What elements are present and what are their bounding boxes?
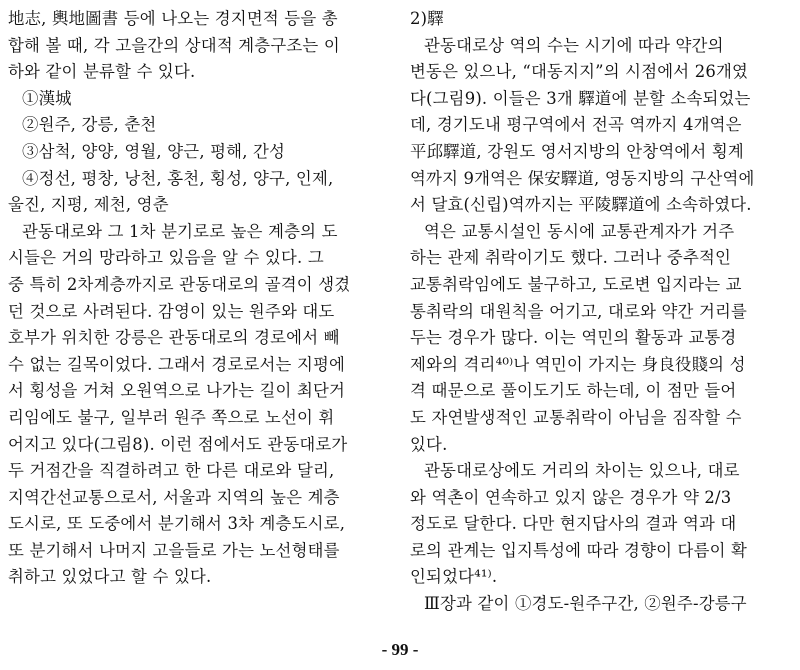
text-line: 하와 같이 분류할 수 있다. bbox=[8, 62, 196, 82]
text-line: 통취락의 대원칙을 어기고, 대로와 약간 거리를 bbox=[410, 301, 748, 321]
text-line: 地志, 輿地圖書 등에 나오는 경지면적 등을 총 bbox=[8, 9, 338, 28]
text-line: 변동은 있으나, “대동지지”의 시점에서 26개였 bbox=[410, 62, 749, 82]
text-line: 호부가 위치한 강릉은 관동대로의 경로에서 빼 bbox=[8, 328, 340, 348]
right-column bbox=[410, 6, 788, 618]
text-line: 두 거점간을 직결하려고 한 다른 대로와 달리, bbox=[8, 461, 335, 481]
text-line: 취하고 있었다고 할 수 있다. bbox=[8, 567, 212, 587]
list-item: ②원주, 강릉, 춘천 bbox=[22, 115, 157, 135]
section-heading: 2)驛 bbox=[410, 9, 444, 28]
page-number: - 99 - bbox=[381, 640, 419, 659]
text-line: 서 횡성을 거쳐 오원역으로 나가는 길이 최단거 bbox=[8, 381, 346, 401]
list-item: ③삼척, 양양, 영월, 양근, 평해, 간성 bbox=[22, 141, 286, 161]
text-line: 중 특히 2차계층까지로 관동대로의 골격이 생겼 bbox=[8, 274, 351, 294]
text-line: 도시로, 또 도중에서 분기해서 3차 계층도시로, bbox=[8, 514, 346, 534]
text-line: 하는 관제 취락이기도 했다. 그러나 중추적인 bbox=[410, 248, 732, 268]
text-line: 데, 경기도내 평구역에서 전곡 역까지 4개역은 bbox=[410, 115, 742, 135]
text-line: 와 역촌이 연속하고 있지 않은 경우가 약 2/3 bbox=[410, 487, 732, 507]
text-line: 수 없는 길목이었다. 그래서 경로로서는 지평에 bbox=[8, 354, 346, 374]
text-line: 격 때문으로 풀이도기도 하는데, 이 점만 들어 bbox=[410, 381, 737, 401]
text-line: 시들은 거의 망라하고 있음을 알 수 있다. 그 bbox=[8, 248, 324, 268]
paragraph-start: 관동대로상 역의 수는 시기에 따라 약간의 bbox=[424, 35, 724, 55]
paragraph-start: 관동대로상에도 거리의 차이는 있으나, 대로 bbox=[424, 461, 740, 481]
text-line: 합해 볼 때, 각 고을간의 상대적 계층구조는 이 bbox=[8, 35, 340, 55]
text-line: 리임에도 불구, 일부러 원주 쪽으로 노선이 휘 bbox=[8, 407, 335, 427]
left-column bbox=[8, 6, 386, 591]
text-line: 있다. bbox=[410, 434, 448, 454]
text-line: 역까지 9개역은 保安驛道, 영동지방의 구산역에 bbox=[410, 168, 755, 188]
text-line: 교통취락임에도 불구하고, 도로변 입지라는 교 bbox=[410, 274, 742, 294]
list-item: ④정선, 평창, 낭천, 홍천, 횡성, 양구, 인제, bbox=[22, 168, 334, 188]
text-line: 平邱驛道, 강원도 영서지방의 안창역에서 횡계 bbox=[410, 141, 744, 161]
text-line: 어지고 있다(그림8). 이런 점에서도 관동대로가 bbox=[8, 434, 348, 454]
text-line: 두는 경우가 많다. 이는 역민의 활동과 교통경 bbox=[410, 328, 737, 348]
text-line: 또 분기해서 나머지 고을들로 가는 노선형태를 bbox=[8, 540, 340, 560]
text-line: 다(그림9). 이들은 3개 驛道에 분할 소속되었는 bbox=[410, 88, 751, 108]
text-line: 던 것으로 사려된다. 감영이 있는 원주와 대도 bbox=[8, 301, 335, 321]
text-line: 도 자연발생적인 교통취락이 아님을 짐작할 수 bbox=[410, 407, 742, 427]
text-line: 로의 관계는 입지특성에 따라 경향이 다름이 확 bbox=[410, 540, 748, 560]
text-line: 울진, 지평, 제천, 영춘 bbox=[8, 195, 169, 215]
text-line: 제와의 격리⁴⁰⁾나 역민이 가지는 身良役賤의 성 bbox=[410, 354, 746, 374]
text-line: 인되었다⁴¹⁾. bbox=[410, 567, 498, 587]
text-line: 정도로 달한다. 다만 현지답사의 결과 역과 대 bbox=[410, 514, 737, 534]
list-item: ①漢城 bbox=[22, 88, 72, 108]
paragraph-start: Ⅲ장과 같이 ①경도-원주구간, ②원주-강릉구 bbox=[424, 594, 747, 614]
text-line: 서 달효(신립)역까지는 平陵驛道에 소속하였다. bbox=[410, 195, 752, 215]
paragraph-start: 관동대로와 그 1차 분기로로 높은 계층의 도 bbox=[22, 221, 338, 241]
text-line: 지역간선교통으로서, 서울과 지역의 높은 계층 bbox=[8, 487, 340, 507]
paragraph-start: 역은 교통시설인 동시에 교통관계자가 거주 bbox=[424, 221, 735, 241]
